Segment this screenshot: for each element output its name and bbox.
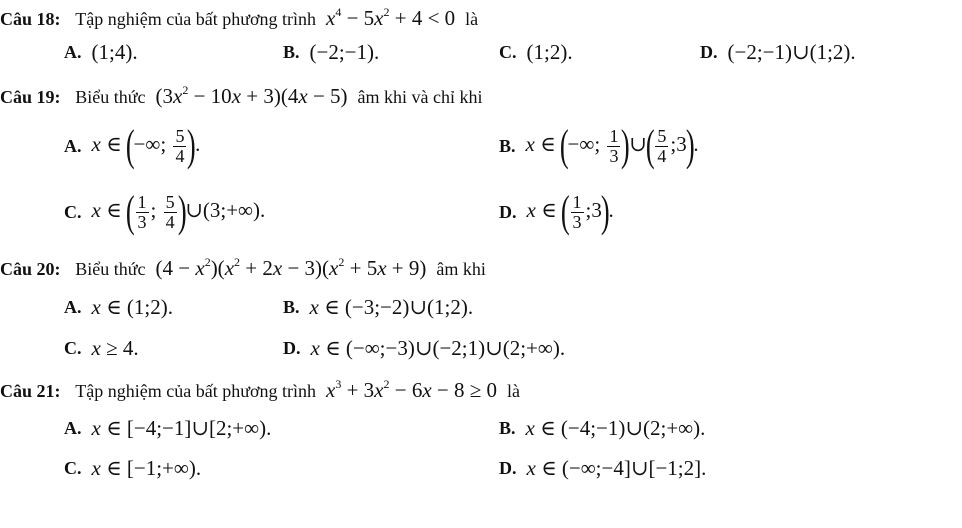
option-b[interactable] bbox=[499, 416, 705, 441]
expression-formula: $(3x^2 - 10x + 3)(4x - 5)$ bbox=[150, 83, 353, 108]
question-tail: là bbox=[465, 9, 479, 29]
option-value: x ∈ [−1;+∞). bbox=[91, 456, 202, 480]
question-18 bbox=[0, 6, 478, 31]
option-value: x ∈ (−4;−1)∪(2;+∞). bbox=[525, 416, 706, 440]
question-tail: âm khi bbox=[436, 259, 486, 279]
option-value: x ∈ (−3;−2)∪(1;2). bbox=[309, 295, 474, 319]
option-value: (−2;−1). bbox=[309, 40, 380, 64]
question-text: Biểu thức bbox=[75, 87, 146, 107]
option-a[interactable] bbox=[64, 295, 173, 320]
option-label: A. bbox=[64, 297, 82, 317]
option-value: x ∈ (−∞; $\frac{1}{3}$ )∪( $\frac{5}{4}$ ;3). bbox=[525, 121, 699, 170]
option-a[interactable] bbox=[64, 416, 271, 441]
option-label: D. bbox=[700, 42, 718, 62]
question-tail: là bbox=[507, 381, 521, 401]
option-label: C. bbox=[64, 201, 82, 222]
option-c[interactable] bbox=[499, 40, 573, 65]
question-text: Biểu thức bbox=[75, 259, 146, 279]
option-c[interactable] bbox=[64, 187, 266, 236]
option-label: A. bbox=[64, 418, 82, 438]
option-label: C. bbox=[64, 338, 82, 358]
option-d[interactable] bbox=[499, 187, 614, 236]
option-b[interactable] bbox=[499, 121, 699, 170]
option-c[interactable] bbox=[64, 336, 139, 361]
option-label: D. bbox=[499, 201, 517, 222]
option-label: B. bbox=[283, 42, 300, 62]
option-value: x ∈ (1;2). bbox=[91, 295, 173, 319]
question-21 bbox=[0, 378, 520, 403]
question-19 bbox=[0, 84, 483, 109]
option-value: x ∈ ( $\frac{1}{3}$ ; $\frac{5}{4}$ )∪(3;+∞). bbox=[91, 187, 266, 236]
option-label: B. bbox=[499, 135, 516, 156]
option-label: C. bbox=[64, 458, 82, 478]
option-value: x ∈ (−∞;−3)∪(−2;1)∪(2;+∞). bbox=[310, 336, 566, 360]
question-number: Câu 20: bbox=[0, 259, 61, 279]
option-b[interactable] bbox=[283, 40, 379, 65]
question-20 bbox=[0, 256, 486, 281]
option-d[interactable] bbox=[499, 456, 706, 481]
option-label: B. bbox=[283, 297, 300, 317]
option-label: B. bbox=[499, 418, 516, 438]
question-text: Tập nghiệm của bất phương trình bbox=[75, 381, 316, 401]
option-value: x ≥ 4. bbox=[91, 336, 139, 360]
expression-formula: $(4 - x^2)(x^2 + 2x - 3)(x^2 + 5x + 9)$ bbox=[150, 255, 432, 280]
option-c[interactable] bbox=[64, 456, 201, 481]
option-label: D. bbox=[499, 458, 517, 478]
option-a[interactable] bbox=[64, 40, 138, 65]
option-label: A. bbox=[64, 135, 82, 156]
option-a[interactable] bbox=[64, 121, 201, 170]
inequality-formula: $x^3 + 3x^2 - 6x - 8 \ge 0$ bbox=[325, 377, 503, 402]
option-d[interactable] bbox=[283, 336, 565, 361]
question-number: Câu 21: bbox=[0, 381, 61, 401]
option-b[interactable] bbox=[283, 295, 473, 320]
option-value: (1;2). bbox=[526, 40, 573, 64]
option-value: x ∈ (−∞;−4]∪[−1;2]. bbox=[526, 456, 707, 480]
option-label: C. bbox=[499, 42, 517, 62]
option-value: (−2;−1)∪(1;2). bbox=[727, 40, 856, 64]
question-number: Câu 18: bbox=[0, 9, 61, 29]
option-value: x ∈ [−4;−1]∪[2;+∞). bbox=[91, 416, 272, 440]
option-label: D. bbox=[283, 338, 301, 358]
question-text: Tập nghiệm của bất phương trình bbox=[75, 9, 316, 29]
option-label: A. bbox=[64, 42, 82, 62]
option-value: x ∈ ( $\frac{1}{3}$ ;3). bbox=[526, 187, 614, 236]
option-value: x ∈ (−∞; $\frac{5}{4}$ ). bbox=[91, 121, 201, 170]
option-value: (1;4). bbox=[91, 40, 138, 64]
inequality-formula: $x^4 - 5x^2 + 4 < 0$ bbox=[325, 5, 461, 30]
option-d[interactable] bbox=[700, 40, 856, 65]
question-number: Câu 19: bbox=[0, 87, 61, 107]
question-tail: âm khi và chỉ khi bbox=[357, 87, 483, 107]
